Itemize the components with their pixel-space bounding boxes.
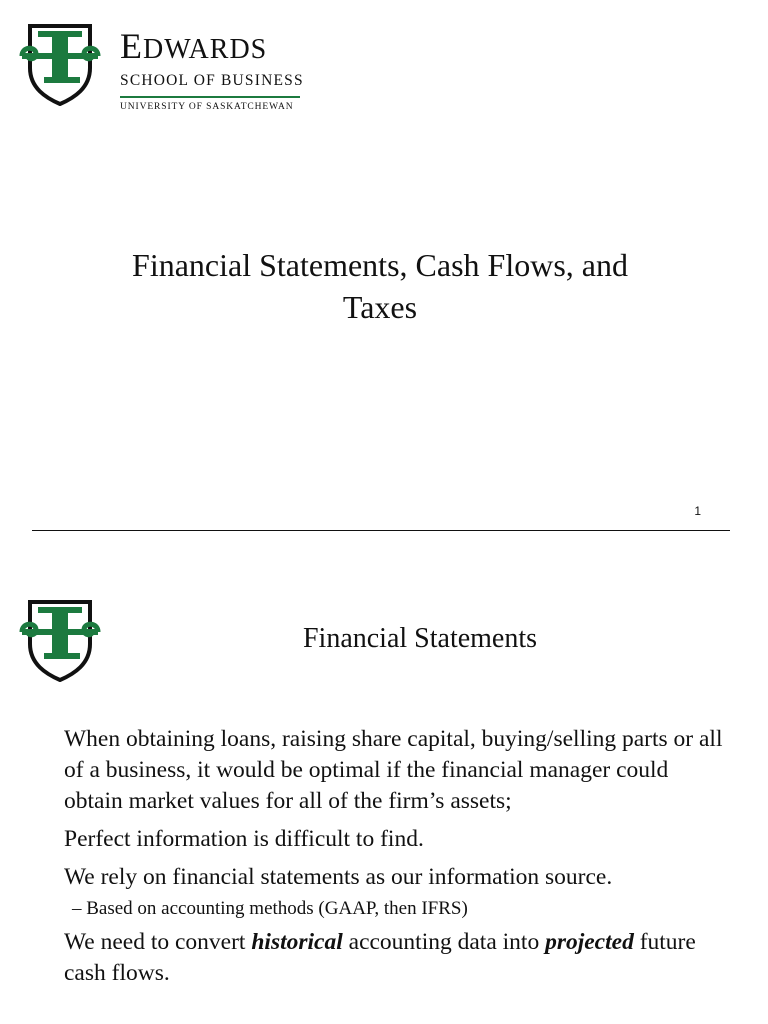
body-paragraph-1: When obtaining loans, raising share capital, buying/selling parts or all of a business, it would be optimal if the financial manager could obtain market values for all of the firm’s assets; [64, 726, 723, 814]
edwards-logo [16, 22, 306, 112]
slide-2-title: Financial Statements [302, 623, 538, 654]
edwards-shield-icon [16, 22, 104, 106]
wordmark-university: UNIVERSITY OF SASKATCHEWAN [120, 101, 294, 112]
slide-1-title-line-2: Taxes [342, 289, 418, 325]
body-paragraph-3: We rely on financial statements as our information source. [64, 864, 613, 890]
body-sub-bullet-1: – Based on accounting methods (GAAP, then IFRS) [72, 898, 468, 919]
wordmark-title: EDWARDS [120, 26, 268, 66]
page-number: 1 [694, 504, 701, 518]
emphasis-historical: historical [251, 929, 343, 955]
emphasis-projected: projected [545, 929, 634, 955]
body-paragraph-2: Perfect information is difficult to find. [64, 826, 424, 852]
slide-divider [32, 530, 730, 531]
wordmark-rule [120, 96, 300, 98]
slide-2 [0, 540, 768, 1024]
slide-1-title-line-1: Financial Statements, Cash Flows, and [132, 247, 628, 283]
wordmark [120, 26, 304, 112]
wordmark-school: SCHOOL OF BUSINESS [120, 72, 304, 89]
body-paragraph-4: We need to convert historical accounting data into projected future cash flows. [64, 929, 696, 986]
slide-2-body [64, 724, 724, 996]
slide-1-title [0, 244, 760, 328]
